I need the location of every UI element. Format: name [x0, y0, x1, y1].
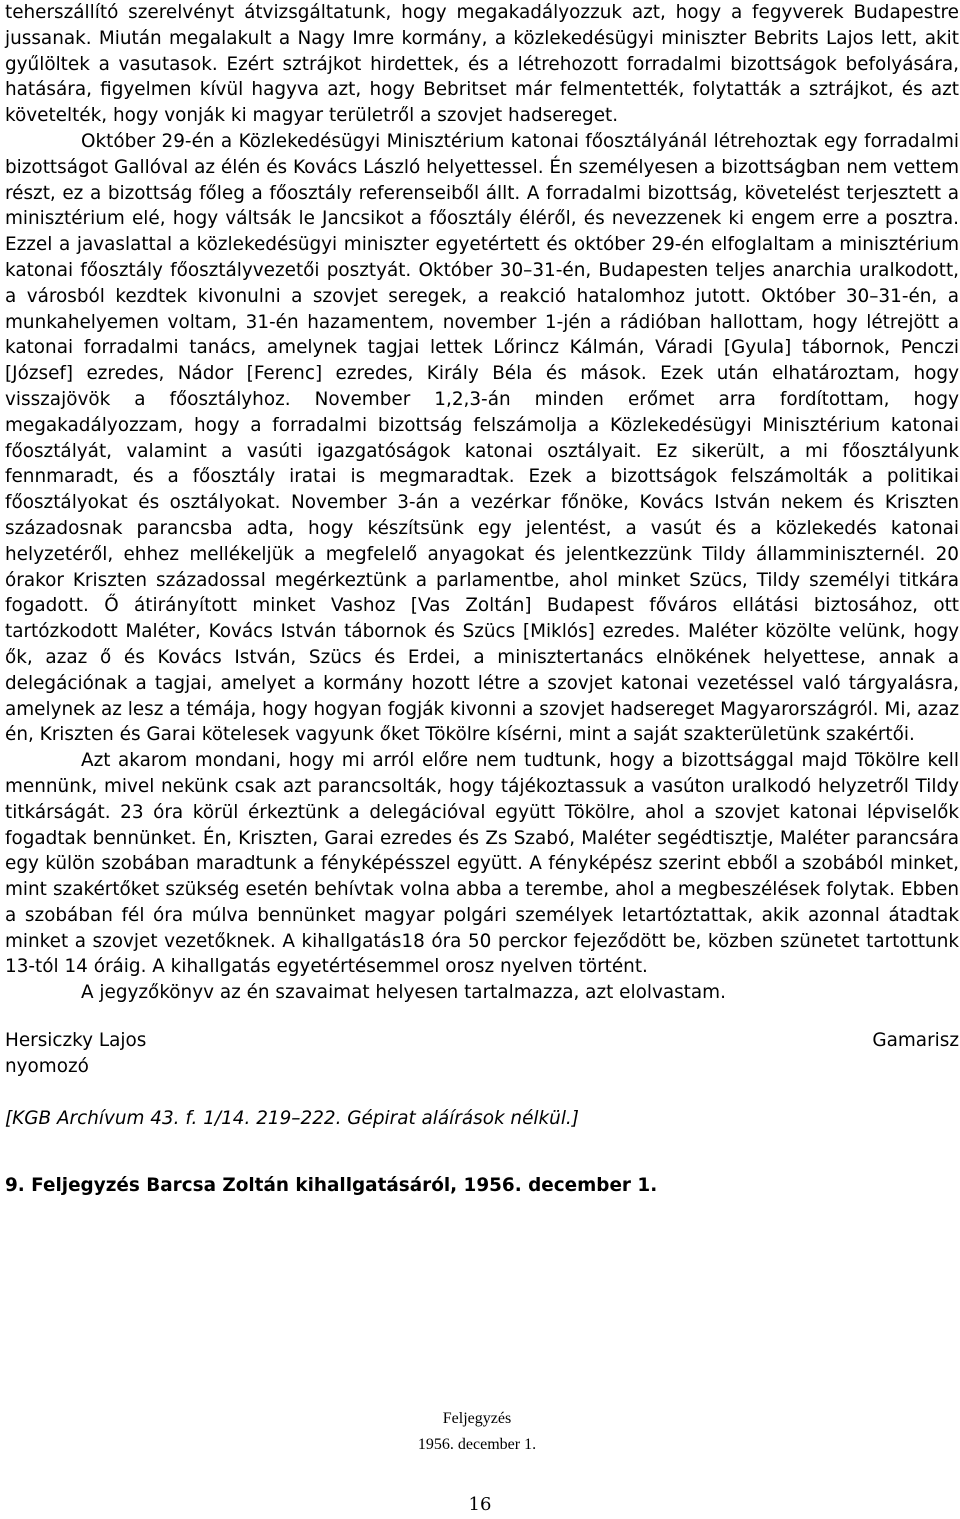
section-heading: 9. Feljegyzés Barcsa Zoltán kihallgatásáról, 1956. december 1. — [5, 1174, 658, 1196]
signature-left — [5, 1028, 146, 1080]
document-page — [5, 0, 959, 1199]
archive-source-note: [KGB Archívum 43. f. 1/14. 219–222. Gépirat aláírások nélkül.] — [5, 1108, 579, 1130]
interrogator-name: Hersiczky Lajos — [5, 1030, 147, 1052]
paragraph-statement: A jegyzőkönyv az én szavaimat helyesen tartalmazza, azt elolvastam. — [81, 982, 726, 1004]
page-number: 16 — [468, 1494, 492, 1515]
signature-right: Gamarisz — [872, 1030, 959, 1052]
paragraph-committee: Október 29-én a Közlekedésügyi Minisztérium katonai főosztályánál létrehoztak egy forradalmi bizottságot Gallóval az élén és Kovács László helyettessel. Én személyesen a bizottságban nem vettem részt, ez a bizottság főleg a főosztály referenseiből állt. A forradalmi bizottság, követelést terjesztett a minisztérium elé, hogy váltsák le Jancsikot a főosztály éléről, és nevezzenek ki engem erre a posztra. Ezzel a javaslattal a közlekedésügyi miniszter egyetértett és október 29-én elfoglaltam a minisztérium katonai főosztály főosztályvezetői posztyát. Október 30–31-én, Budapesten teljes anarchia uralkodott, a városból kezdtek kivonulni a szovjet seregek, a reakció hatalomhoz jutott. Október 30–31-én, a munkahelyemen voltam, 31-én hazamentem, november 1-jén a rádióban hallottam, hogy létrejött a katonai forradalmi tanács, amelynek tagjai lettek Lőrincz Kálmán, Váradi [Gyula] tábornok, Penczi [József] ezredes, Nádor [Ferenc] ezredes, Király Béla és mások. Ezek után elhatároztam, hogy visszajövök a főosztályhoz. November 1,2,3-án minden erőmet arra fordítottam, hogy megakadályozzam, hogy a forradalmi bizottság felszámolja a Közlekedésügyi Minisztérium katonai főosztályát, valamint a vasúti igazgatóságok katonai osztályait. Ez sikerült, a mi főosztályunk fennmaradt, és a főosztály iratai is megmaradtak. Ezek a bizottságok felszámolták a politikai főosztályokat és osztályokat. November 3-án a vezérkar főnöke, Kovács István nekem és Kriszten századosnak parancsba adta, hogy készítsünk egy jelentést, a vasút és a közlekedés katonai helyzetéről, ehhez mellékeljük a megfelelő anyagokat és jelentkezzünk Tildy államminiszternél. 20 órakor Kriszten századossal megérkeztünk a parlamentbe, ahol minket Szücs, Tildy személyi titkára fogadott. Ő átirányított minket Vashoz [Vas Zoltán] Budapest főváros ellátási biztosához, ott tartózkodott Maléter, Kovács István tábornok és Szücs [Miklós] ezredes. Maléter közölte velünk, hogy ők, azaz ő és Kovács István, Szücs és Erdei, a minisztertanács elnökének helyettese, annak a delegációnak a tagjai, amelyet a kormány hozott létre a szovjet katonai vezetéssel való tárgyalásra, amelynek az lesz a témája, hogy hogyan fogják kivonni a szovjet hadsereget Magyarországról. Mi, azaz én, Kriszten és Garai kötelesek vagyunk őket Tökölre kísérni, mint a saját szakterületünk szakértői. — [5, 130, 959, 746]
paragraph-strike: teherszállító szerelvényt átvizsgáltatunk, hogy megakadályozzuk azt, hogy a fegyverek Budapestre jussanak. Miután megalakult a Nagy Imre kormány, a közlekedésügyi miniszter Bebrits Lajos lett, akit gyűlöltek a vasutasok. Ezért sztrájkot hirdettek, és a létrehozott forradalmi bizottságok befolyására, hatására, figyelmen kívül hagyva azt, hogy Bebritset már felmentették, folytatták a sztrájkot, és azt követelték, hogy vonják ki magyar területről a szovjet hadsereget. — [5, 2, 959, 127]
paragraph-tokol: Azt akarom mondani, hogy mi arról előre nem tudtunk, hogy a bizottsággal majd Tökölre kell mennünk, mivel nekünk csak azt parancsolták, hogy tájékoztassuk a vasúton uralkodó helyzetről Tildy titkárságát. 23 óra körül érkeztünk a delegációval együtt Tökölre, ahol a szovjet katonai lépviselők fogadtak bennünket. Én, Kriszten, Garai ezredes és Zs Szabó, Maléter segédtisztje, Maléter parancsára egy külön szobában maradtunk a fényképésszel együtt. A fényképész szerint ebből a szobából minket, mint szakértőket szükség esetén behívtak volna abba a terembe, ahol a megbeszélések folytak. Ebben a szobában fél óra múlva bennünket magyar polgári személyek letartóztattak, akik azonnal átadtak minket a szovjet vezetőknek. A kihallgatás18 óra 50 perckor fejeződött be, közben szünetet tartottunk 13-tól 14 óráig. A kihallgatás egyetértésemmel orosz nyelven történt. — [5, 750, 959, 978]
interrogator-role: nyomozó — [5, 1055, 89, 1077]
note-title: Feljegyzés — [442, 1410, 512, 1427]
note-date: 1956. december 1. — [417, 1436, 537, 1453]
signature-block — [5, 1028, 959, 1080]
